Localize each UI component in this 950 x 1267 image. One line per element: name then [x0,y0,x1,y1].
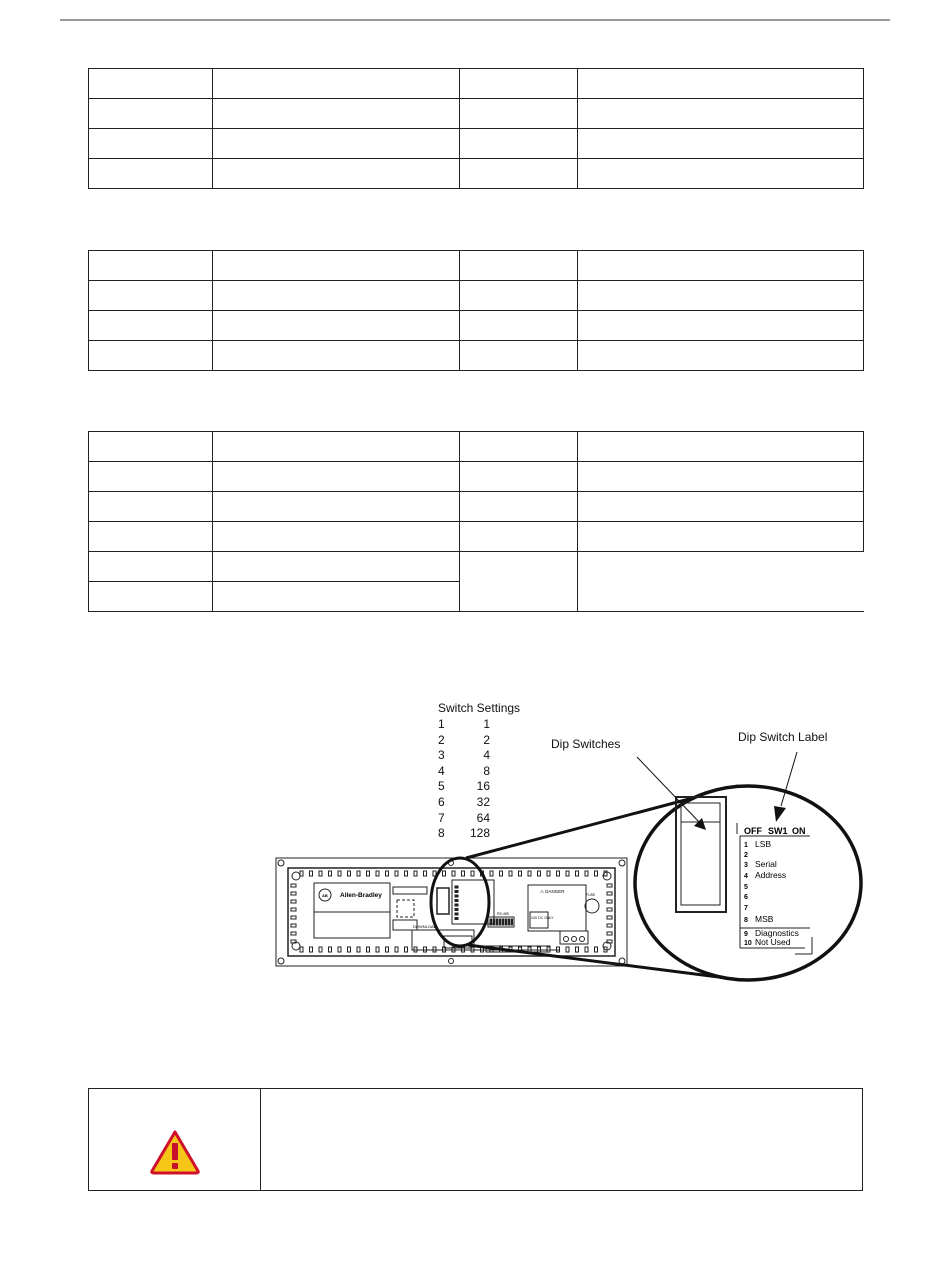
switch-value: 32 [476,794,490,809]
dip-label-text: Address [755,870,787,880]
warning-box [88,1088,863,1191]
perforation-hole [462,871,465,876]
download-label: DOWNLOAD [413,924,437,929]
brand-text: Allen-Bradley [340,892,382,899]
perforation-hole [595,871,598,876]
perforation-hole [291,884,296,887]
dip-label-number: 9 [744,931,748,938]
dip-label-number: 5 [744,884,748,891]
warning-triangle-icon [149,1129,201,1175]
perforation-hole [291,908,296,911]
switch-number: 3 [438,748,445,763]
switch-value: 128 [469,826,490,841]
dip-label-number: 2 [744,852,748,859]
dip-pin [455,918,458,920]
perforation-hole [329,871,332,876]
zoom-ring-small [431,858,489,946]
connector-pin [493,919,495,925]
switch-number: 8 [438,826,445,841]
dip-label-off: OFF [744,826,762,836]
switch-number: 6 [438,794,445,809]
perforation-hole [576,947,579,952]
perforation-hole [386,871,389,876]
connector-pin [490,919,492,925]
connector-pin [508,919,510,925]
switch-setting-row [438,811,490,827]
perforation-hole [500,871,503,876]
dip-pin [455,886,458,888]
switch-number: 2 [438,732,445,747]
dip-label-text: Diagnostics [755,928,799,938]
dip-label-number: 8 [744,917,748,924]
brand-badge: AB [322,893,328,898]
connector-pin [499,919,501,925]
perforation-hole [386,947,389,952]
perforation-hole [452,871,455,876]
device-panel [276,858,627,966]
dip-label-number: 3 [744,862,748,869]
perforation-hole [509,871,512,876]
perforation-hole [357,947,360,952]
table-row [89,251,864,281]
dip-pin [455,904,458,906]
perforation-hole [348,947,351,952]
table-row [89,462,864,492]
perforation-hole [607,908,612,911]
table-row [89,552,864,582]
switch-setting-row [438,826,490,842]
perforation-hole [367,871,370,876]
perforation-hole [338,947,341,952]
perforation-hole [471,871,474,876]
dip-label-text: Not Used [755,937,791,947]
perforation-hole [538,871,541,876]
perforation-hole [576,871,579,876]
switch-setting-row [438,717,490,733]
switch-settings-title: Switch Settings [438,701,521,715]
warning-divider [260,1089,261,1190]
perforation-hole [443,871,446,876]
table-row [89,311,864,341]
switch-value: 64 [476,810,490,825]
perforation-hole [300,871,303,876]
table-row [89,129,864,159]
switch-value: 8 [483,763,490,778]
perforation-hole [329,947,332,952]
dip-pin [455,900,458,902]
dip-pin [455,895,458,897]
perforation-hole [300,947,303,952]
perforation-hole [607,924,612,927]
dip-label-text: MSB [755,914,774,924]
dip-label-number: 4 [744,873,748,880]
switch-number: 7 [438,810,445,825]
perforation-hole [607,900,612,903]
dip-switches-callout: Dip Switches [551,737,621,751]
top-rule [60,19,890,21]
rs485-label: RS-485 [497,912,509,916]
connector-pin [502,919,504,925]
table-1 [88,68,864,189]
perforation-hole [607,884,612,887]
perforation-hole [291,892,296,895]
perforation-hole [291,924,296,927]
dip-label-number: 7 [744,905,748,912]
dip-switch-label-callout: Dip Switch Label [738,730,828,744]
perforation-hole [319,871,322,876]
switch-setting-row [438,733,490,749]
table-row [89,432,864,462]
perforation-hole [310,947,313,952]
perforation-hole [547,871,550,876]
perforation-hole [357,871,360,876]
switch-setting-row [438,748,490,764]
voltage-label: 24V DC ONLY [531,916,554,920]
switch-value: 1 [483,717,490,731]
perforation-hole [528,871,531,876]
perforation-hole [585,947,588,952]
perforation-hole [607,892,612,895]
switch-setting-row [438,764,490,780]
dip-label-number: 1 [744,842,748,849]
zoom-ring-large [635,786,861,980]
table-row [89,341,864,371]
perforation-hole [291,916,296,919]
table-3 [88,431,864,612]
perforation-hole [414,871,417,876]
perforation-hole [595,947,598,952]
table-row [89,492,864,522]
switch-number: 4 [438,763,445,778]
dip-label-text: Serial [755,859,777,869]
dip-pin [455,909,458,911]
dip-label-text: LSB [755,839,772,849]
table-row [89,99,864,129]
perforation-hole [585,871,588,876]
perforation-hole [395,871,398,876]
table-row [89,522,864,552]
perforation-hole [557,871,560,876]
perforation-hole [338,871,341,876]
table-row [89,69,864,99]
switch-value: 2 [483,732,490,747]
dip-label-number: 10 [744,940,752,947]
dip-pins [455,886,513,925]
switch-setting-row [438,795,490,811]
perforation-hole [607,916,612,919]
perforation-hole [607,932,612,935]
switch-value: 16 [476,779,490,794]
switch-value: 4 [483,748,490,763]
dip-label-sw: SW1 [768,826,788,836]
connector-pin [496,919,498,925]
table-2 [88,250,864,371]
perforation-hole [376,947,379,952]
perforation-hole [367,947,370,952]
perforation-hole [566,947,569,952]
switch-settings-list [438,717,490,842]
perforation-hole [319,947,322,952]
dip-label-on: ON [792,826,806,836]
danger-label: ⚠ DANGER [540,889,565,894]
dip-pin [455,891,458,893]
perforation-hole [291,900,296,903]
table-row [89,281,864,311]
perforation-hole [395,947,398,952]
perforation-hole [519,871,522,876]
perforation-hole [405,871,408,876]
switch-number: 1 [438,717,445,731]
perforation-hole [490,871,493,876]
perforation-hole [376,871,379,876]
perforation-hole [405,947,408,952]
switch-setting-row [438,779,490,795]
connector-pin [505,919,507,925]
fuse-label: FUSE [586,893,596,897]
switch-number: 5 [438,779,445,794]
perforation-hole [566,871,569,876]
connector-pin [511,919,513,925]
dip-pin [455,913,458,915]
perforation-hole [310,871,313,876]
table-row [89,159,864,189]
perforation-hole [291,932,296,935]
dip-label-number: 6 [744,894,748,901]
perforation-hole [424,871,427,876]
perforation-hole [348,871,351,876]
